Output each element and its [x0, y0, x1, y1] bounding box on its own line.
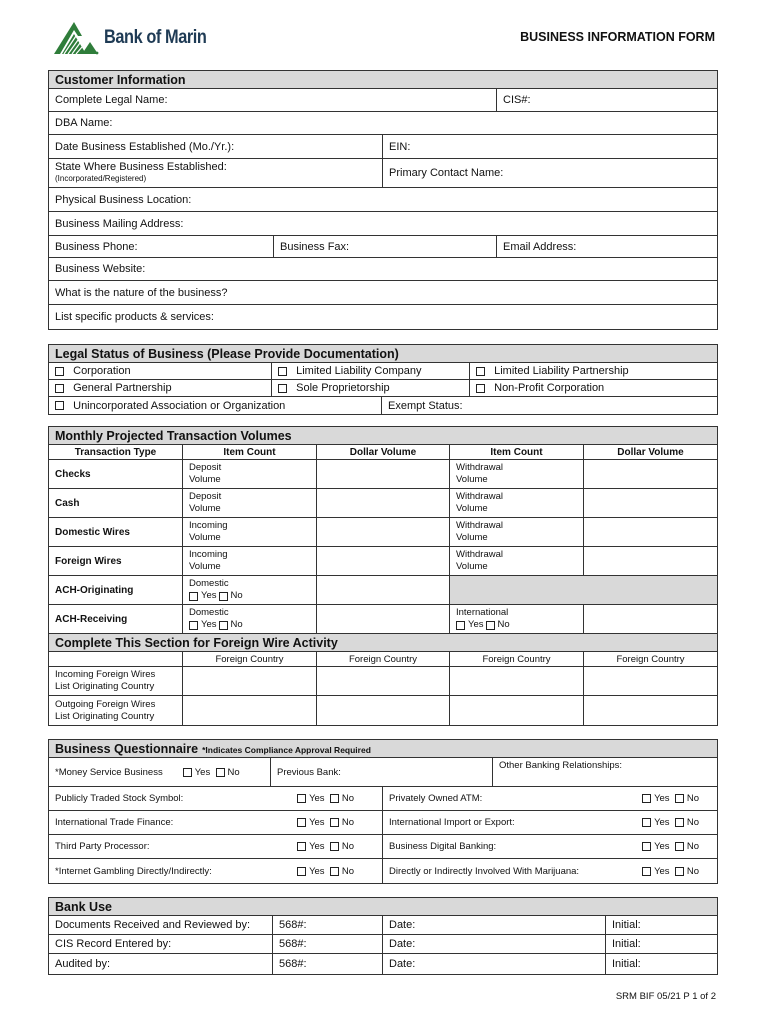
checkbox-icon[interactable] [219, 621, 228, 630]
table-row [49, 667, 717, 696]
incoming-foreign-label-1: Incoming Foreign Wires [55, 669, 156, 680]
sole-label: Sole Proprietorship [296, 382, 390, 394]
domestic-label: Domestic [189, 607, 229, 618]
legal-name-field[interactable]: Complete Legal Name: [49, 89, 497, 111]
bank-use-initial-field[interactable]: Initial: [612, 958, 641, 970]
logo-mountain-icon [52, 20, 100, 56]
yes-label: Yes [194, 766, 211, 778]
table-row [49, 460, 717, 489]
checkbox-icon[interactable] [456, 621, 465, 630]
row-type-checks: Checks [49, 460, 183, 488]
table-row [49, 954, 717, 974]
yes-label: Yes [654, 793, 670, 804]
no-label: No [227, 766, 240, 778]
incoming-foreign-label [49, 667, 183, 695]
llp-option[interactable] [470, 363, 717, 379]
row-sublabel: Volume [189, 561, 221, 572]
no-label: No [341, 841, 354, 852]
domestic-withdrawal-dollar[interactable] [584, 518, 717, 546]
col-transaction-type: Transaction Type [49, 445, 183, 459]
email-address-field[interactable]: Email Address: [503, 240, 577, 253]
incoming-country-4[interactable] [584, 667, 717, 695]
no-label: No [230, 619, 243, 630]
foreign-header-row [49, 652, 717, 667]
business-phone-field[interactable]: Business Phone: [49, 236, 274, 257]
bank-use-initial-field[interactable]: Initial: [612, 919, 641, 931]
no-label: No [686, 841, 699, 852]
row-type-ach-originating: ACH-Originating [49, 576, 183, 604]
col-item-count-2: Item Count [450, 445, 584, 459]
cash-deposit-count[interactable] [183, 489, 317, 517]
third-party-processor-field[interactable] [49, 835, 383, 858]
checkbox-icon[interactable] [675, 867, 684, 876]
domestic-label: Domestic [189, 578, 229, 589]
col-foreign-country: Foreign Country [183, 652, 317, 666]
foreign-wire-heading: Complete This Section for Foreign Wire Activity [49, 634, 717, 652]
bank-use-568-field[interactable]: 568#: [273, 954, 383, 974]
sole-proprietorship-option[interactable] [272, 380, 470, 396]
nonprofit-option[interactable] [470, 380, 717, 396]
row-sublabel: Withdrawal [456, 520, 503, 531]
bank-use-label: Documents Received and Reviewed by: [49, 916, 273, 934]
outgoing-foreign-label-2: List Originating Country [55, 710, 155, 722]
yes-label: Yes [309, 865, 325, 877]
foreign-incoming-dollar[interactable] [317, 547, 450, 575]
row-sublabel: Volume [456, 503, 488, 514]
foreign-incoming-count[interactable] [183, 547, 317, 575]
business-website-field[interactable]: Business Website: [55, 263, 146, 275]
row-sublabel: Deposit [189, 462, 222, 473]
col-dollar-volume: Dollar Volume [317, 445, 450, 459]
date-established-field[interactable]: Date Business Established (Mo./Yr.): [49, 135, 383, 158]
outgoing-country-2[interactable] [317, 696, 450, 725]
ach-orig-domestic[interactable] [183, 576, 317, 604]
outgoing-country-3[interactable] [450, 696, 584, 725]
checkbox-icon[interactable] [675, 794, 684, 803]
bank-use-initial-field[interactable]: Initial: [612, 938, 641, 950]
yes-label: Yes [654, 841, 670, 852]
domestic-withdrawal-count[interactable] [450, 518, 584, 546]
ein-field[interactable]: EIN: [389, 140, 411, 153]
checkbox-icon[interactable] [297, 842, 306, 851]
checkbox-icon[interactable] [330, 842, 339, 851]
checkbox-icon[interactable] [55, 384, 64, 393]
msb-label: *Money Service Business [55, 766, 163, 778]
checkbox-icon[interactable] [642, 794, 651, 803]
cash-deposit-dollar[interactable] [317, 489, 450, 517]
no-label: No [686, 793, 699, 804]
internet-gambling-field[interactable] [49, 859, 383, 883]
yes-label: Yes [468, 619, 484, 630]
cash-withdrawal-dollar[interactable] [584, 489, 717, 517]
checkbox-icon[interactable] [219, 592, 228, 601]
state-established-field[interactable] [49, 159, 383, 187]
trade-finance-field[interactable] [49, 811, 383, 834]
nonprofit-label: Non-Profit Corporation [494, 382, 605, 394]
no-label: No [341, 817, 354, 828]
outgoing-foreign-label-1: Outgoing Foreign Wires [55, 698, 156, 710]
ach-recv-domestic[interactable] [183, 605, 317, 633]
footer-form-id: SRM BIF 05/21 P 1 of 2 [615, 991, 716, 1002]
other-banking-field[interactable]: Other Banking Relationships: [499, 760, 623, 771]
transaction-volumes-heading: Monthly Projected Transaction Volumes [49, 427, 717, 445]
checkbox-icon[interactable] [642, 818, 651, 827]
volumes-header-row [49, 445, 717, 460]
atm-label: Privately Owned ATM: [389, 793, 483, 804]
yes-label: Yes [309, 793, 325, 804]
row-sublabel: Volume [189, 532, 221, 543]
incoming-country-3[interactable] [450, 667, 584, 695]
cis-field[interactable]: CIS#: [503, 94, 531, 106]
logo-text: Bank of Marin [104, 27, 207, 48]
bank-use-heading: Bank Use [49, 898, 717, 916]
checks-deposit-dollar[interactable] [317, 460, 450, 488]
table-row [49, 576, 717, 605]
import-export-label: International Import or Export: [389, 817, 515, 828]
corporation-option[interactable] [49, 363, 272, 379]
outgoing-country-1[interactable] [183, 696, 317, 725]
money-service-field[interactable] [49, 758, 271, 786]
row-sublabel: Deposit [189, 491, 222, 502]
row-type-foreign-wires: Foreign Wires [49, 547, 183, 575]
row-sublabel: Withdrawal [456, 549, 503, 560]
corporation-label: Corporation [73, 365, 131, 377]
foreign-header-blank [49, 652, 183, 666]
no-label: No [341, 865, 354, 877]
checks-withdrawal-dollar[interactable] [584, 460, 717, 488]
checkbox-icon[interactable] [642, 842, 651, 851]
table-row [49, 605, 717, 634]
row-sublabel: Volume [189, 474, 221, 485]
customer-information-heading: Customer Information [49, 71, 717, 89]
yes-label: Yes [201, 590, 217, 601]
digital-banking-field[interactable] [383, 835, 717, 858]
table-row [49, 547, 717, 576]
row-sublabel: Volume [189, 503, 221, 514]
col-dollar-volume-2: Dollar Volume [617, 446, 684, 458]
table-row [49, 935, 717, 954]
llp-label: Limited Liability Partnership [494, 365, 629, 377]
primary-contact-field[interactable]: Primary Contact Name: [389, 167, 504, 179]
state-established-sublabel: (Incorporated/Registered) [55, 174, 147, 183]
dba-field[interactable]: DBA Name: [55, 117, 113, 129]
outgoing-foreign-label [49, 696, 183, 725]
yes-label: Yes [654, 817, 670, 828]
ach-recv-intl-dollar[interactable] [584, 605, 717, 633]
third-party-label: Third Party Processor: [55, 841, 150, 852]
col-foreign-country: Foreign Country [317, 652, 450, 666]
table-row [49, 696, 717, 725]
checkbox-icon[interactable] [675, 842, 684, 851]
exempt-status-field[interactable]: Exempt Status: [388, 399, 463, 412]
col-item-count: Item Count [183, 445, 317, 459]
foreign-withdrawal-count[interactable] [450, 547, 584, 575]
no-label: No [497, 619, 510, 630]
bank-use-section [48, 897, 718, 975]
no-label: No [686, 865, 699, 877]
checkbox-icon[interactable] [297, 818, 306, 827]
questionnaire-heading [49, 740, 717, 758]
checkbox-icon[interactable] [330, 867, 339, 876]
row-sublabel: Volume [456, 532, 488, 543]
incoming-country-2[interactable] [317, 667, 450, 695]
bank-logo [52, 20, 223, 56]
ach-recv-international[interactable] [450, 605, 584, 633]
domestic-incoming-dollar[interactable] [317, 518, 450, 546]
mailing-address-field[interactable]: Business Mailing Address: [55, 217, 184, 230]
checkbox-icon[interactable] [183, 768, 192, 777]
gambling-label: *Internet Gambling Directly/Indirectly: [55, 865, 212, 877]
col-foreign-country: Foreign Country [616, 653, 685, 665]
unincorporated-option[interactable] [49, 397, 382, 414]
table-row [49, 518, 717, 547]
row-sublabel: Withdrawal [456, 491, 503, 502]
col-foreign-country: Foreign Country [450, 652, 584, 666]
checkbox-icon[interactable] [675, 818, 684, 827]
marijuana-label: Directly or Indirectly Involved With Marijuana: [389, 865, 580, 877]
llc-option[interactable] [272, 363, 470, 379]
table-row [49, 916, 717, 935]
products-services-field[interactable]: List specific products & services: [55, 311, 214, 323]
checkbox-icon[interactable] [642, 867, 651, 876]
state-established-label: State Where Business Established: [55, 161, 227, 173]
row-type-domestic-wires: Domestic Wires [49, 518, 183, 546]
yes-label: Yes [309, 817, 325, 828]
checkbox-icon[interactable] [297, 867, 306, 876]
import-export-field[interactable] [383, 811, 717, 834]
bank-use-label: Audited by: [49, 954, 273, 974]
bank-use-568-field[interactable]: 568#: [273, 935, 383, 953]
no-label: No [230, 590, 243, 601]
physical-location-field[interactable]: Physical Business Location: [55, 193, 192, 206]
row-sublabel: Withdrawal [456, 462, 503, 473]
ach-orig-unused [450, 576, 717, 604]
checkbox-icon[interactable] [55, 367, 64, 376]
domestic-incoming-count[interactable] [183, 518, 317, 546]
row-type-cash: Cash [49, 489, 183, 517]
checkbox-icon[interactable] [486, 621, 495, 630]
foreign-withdrawal-dollar[interactable] [584, 547, 717, 575]
checkbox-icon[interactable] [330, 818, 339, 827]
gp-label: General Partnership [73, 382, 172, 394]
checkbox-icon[interactable] [330, 794, 339, 803]
business-questionnaire-section [48, 739, 718, 884]
customer-information-section [48, 70, 718, 330]
stock-label: Publicly Traded Stock Symbol: [55, 793, 184, 804]
checks-deposit-count[interactable] [183, 460, 317, 488]
checkbox-icon[interactable] [216, 768, 225, 777]
bank-use-date-field[interactable]: Date: [383, 954, 606, 974]
international-label: International [456, 607, 509, 618]
digital-label: Business Digital Banking: [389, 841, 497, 852]
unincorporated-label: Unincorporated Association or Organization [73, 399, 286, 412]
checkbox-icon[interactable] [189, 592, 198, 601]
yes-label: Yes [201, 619, 217, 630]
llc-label: Limited Liability Company [296, 365, 422, 377]
compliance-note: *Indicates Compliance Approval Required [202, 745, 371, 755]
checks-withdrawal-count[interactable] [450, 460, 584, 488]
bank-use-label: CIS Record Entered by: [49, 935, 273, 953]
yes-label: Yes [309, 841, 325, 852]
checkbox-icon[interactable] [278, 384, 287, 393]
checkbox-icon[interactable] [278, 367, 287, 376]
cash-withdrawal-count[interactable] [450, 489, 584, 517]
nature-of-business-field[interactable]: What is the nature of the business? [55, 286, 228, 299]
form-title: BUSINESS INFORMATION FORM [520, 30, 715, 44]
checkbox-icon[interactable] [476, 384, 485, 393]
yes-label: Yes [654, 865, 670, 877]
row-sublabel: Incoming [189, 549, 228, 560]
private-atm-field[interactable] [383, 787, 717, 810]
previous-bank-field[interactable]: Previous Bank: [271, 758, 493, 786]
row-type-ach-receiving: ACH-Receiving [49, 605, 183, 633]
trade-finance-label: International Trade Finance: [55, 817, 174, 828]
business-fax-field[interactable]: Business Fax: [274, 236, 497, 257]
no-label: No [686, 817, 699, 828]
checkbox-icon[interactable] [297, 794, 306, 803]
incoming-country-1[interactable] [183, 667, 317, 695]
transaction-volumes-section [48, 426, 718, 726]
checkbox-icon[interactable] [476, 367, 485, 376]
legal-status-section [48, 344, 718, 415]
row-sublabel: Incoming [189, 520, 228, 531]
general-partnership-option[interactable] [49, 380, 272, 396]
bank-use-date-field[interactable]: Date: [383, 935, 606, 953]
bank-use-568-field[interactable]: 568#: [273, 916, 383, 934]
bank-use-date-field[interactable]: Date: [383, 916, 606, 934]
marijuana-field[interactable] [383, 859, 717, 883]
table-row [49, 489, 717, 518]
checkbox-icon[interactable] [189, 621, 198, 630]
row-sublabel: Volume [456, 561, 488, 572]
checkbox-icon[interactable] [55, 401, 64, 410]
no-label: No [341, 793, 354, 804]
stock-symbol-field[interactable] [49, 787, 383, 810]
legal-status-heading: Legal Status of Business (Please Provide Documentation) [49, 345, 717, 363]
ach-recv-dollar[interactable] [317, 605, 450, 633]
incoming-foreign-label-2: List Originating Country [55, 681, 155, 692]
outgoing-country-4[interactable] [584, 696, 717, 725]
questionnaire-title: Business Questionnaire [55, 742, 199, 756]
ach-orig-dollar[interactable] [317, 576, 450, 604]
row-sublabel: Volume [456, 474, 488, 485]
